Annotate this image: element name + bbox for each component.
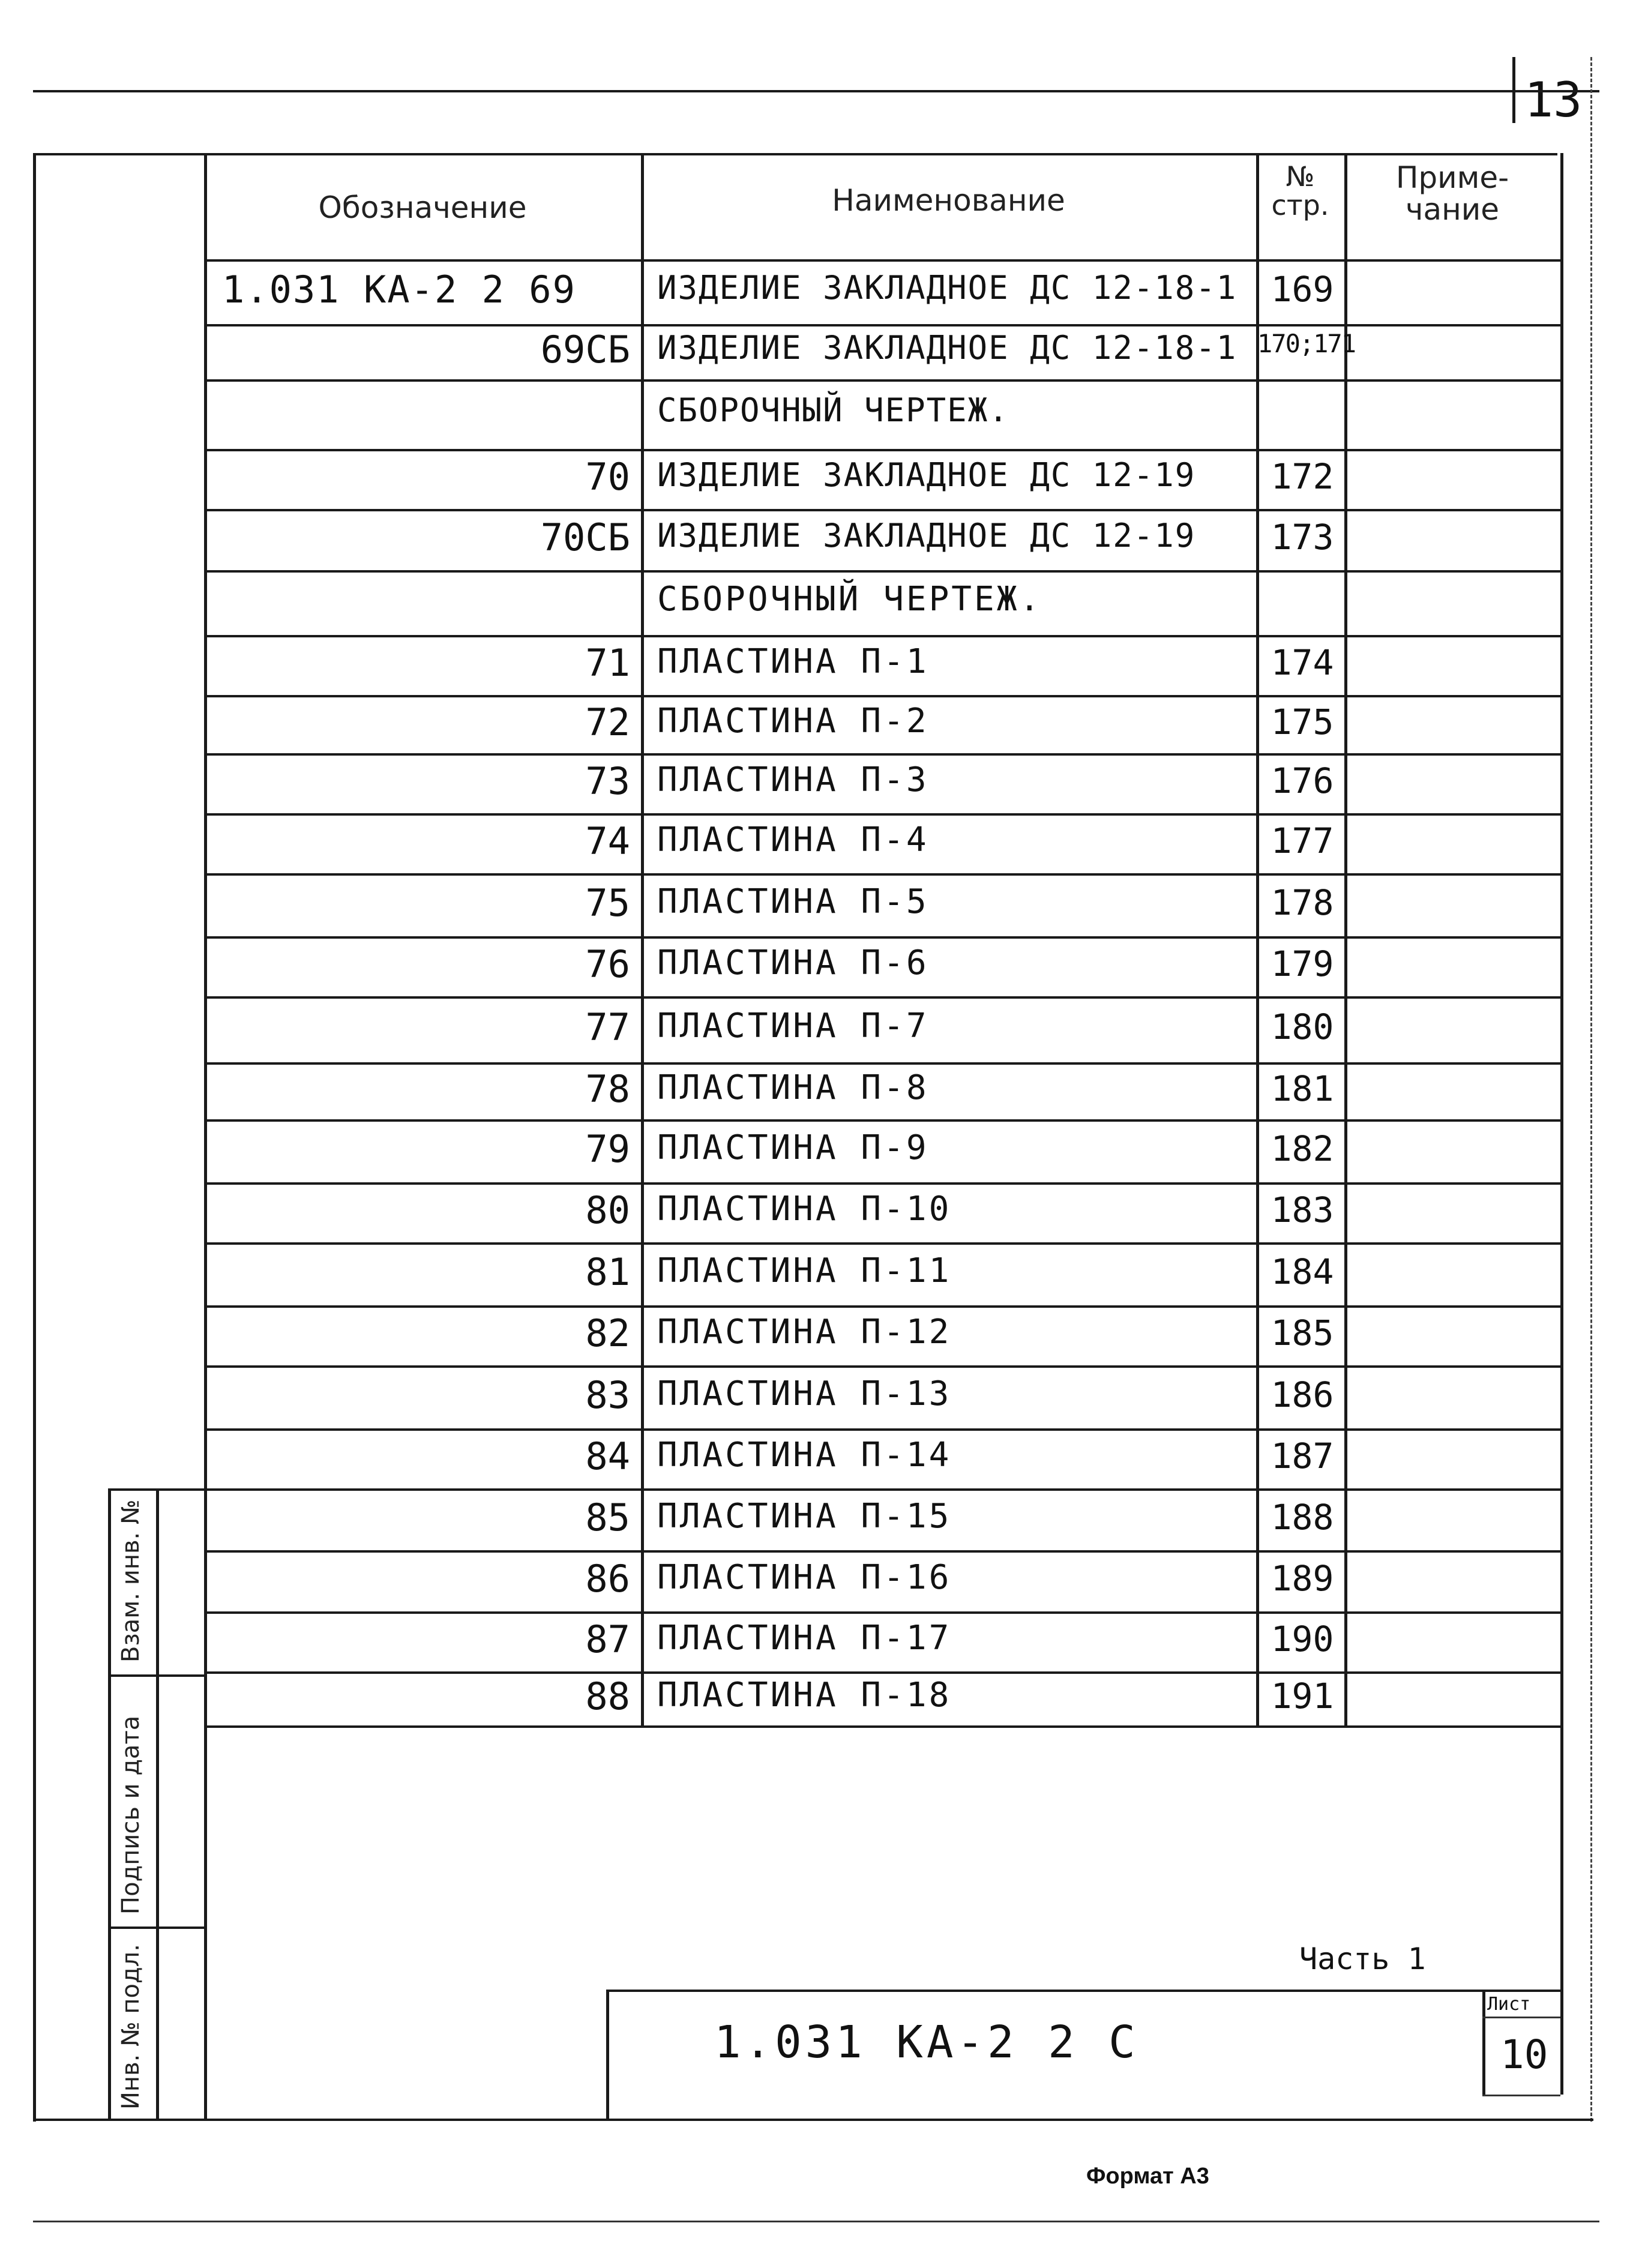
column-header-designation: Обозначение bbox=[318, 190, 527, 225]
row-page: 178 bbox=[1271, 882, 1334, 923]
row-name: ПЛАСТИНА П-11 bbox=[657, 1251, 952, 1290]
table-row bbox=[204, 324, 1560, 379]
table-row bbox=[204, 379, 1560, 449]
column-header-page: № стр. bbox=[1271, 160, 1329, 222]
row-divider bbox=[204, 1119, 1560, 1122]
row-divider bbox=[204, 813, 1560, 816]
table-row bbox=[204, 1119, 1560, 1182]
row-divider bbox=[204, 873, 1560, 876]
column-header-note: Приме- чание bbox=[1395, 160, 1509, 227]
row-divider bbox=[204, 996, 1560, 999]
row-page: 189 bbox=[1271, 1558, 1334, 1599]
row-designation: 79 bbox=[585, 1126, 630, 1171]
row-page: 188 bbox=[1271, 1496, 1334, 1538]
table-row bbox=[204, 570, 1560, 635]
table-row bbox=[204, 1488, 1560, 1550]
row-designation: 82 bbox=[585, 1311, 630, 1355]
row-page: 172 bbox=[1271, 456, 1334, 497]
side-label-inv-replacement: Взам. инв. № bbox=[117, 1499, 145, 1662]
row-name: ПЛАСТИНА П-7 bbox=[657, 1006, 929, 1045]
row-designation: 81 bbox=[585, 1250, 630, 1294]
row-divider bbox=[204, 570, 1560, 573]
row-name: ПЛАСТИНА П-10 bbox=[657, 1190, 952, 1229]
row-divider bbox=[204, 379, 1560, 382]
row-designation: 87 bbox=[585, 1617, 630, 1661]
row-divider bbox=[204, 1182, 1560, 1185]
row-name: ПЛАСТИНА П-3 bbox=[657, 760, 929, 799]
row-name: СБОРОЧНЫЙ ЧЕРТЕЖ. bbox=[657, 391, 1009, 429]
row-page: 180 bbox=[1271, 1006, 1334, 1047]
row-divider bbox=[204, 1488, 1560, 1491]
row-divider bbox=[204, 1365, 1560, 1368]
row-name: ПЛАСТИНА П-15 bbox=[657, 1496, 952, 1536]
row-name: ПЛАСТИНА П-9 bbox=[657, 1128, 929, 1167]
sheet-number: 13 bbox=[1524, 72, 1583, 128]
row-name: ПЛАСТИНА П-2 bbox=[657, 701, 929, 741]
row-page: 173 bbox=[1271, 517, 1334, 558]
row-designation: 76 bbox=[585, 942, 630, 986]
part-label: Часть 1 bbox=[1299, 1942, 1426, 1976]
table-row bbox=[204, 753, 1560, 813]
row-divider bbox=[204, 1242, 1560, 1245]
row-page: 170;171 bbox=[1257, 329, 1356, 358]
row-designation: 80 bbox=[585, 1188, 630, 1232]
row-page: 181 bbox=[1271, 1068, 1334, 1109]
table-row bbox=[204, 259, 1560, 324]
row-name: ИЗДЕЛИЕ ЗАКЛАДНОЕ ДС 12-19 bbox=[657, 517, 1196, 555]
row-designation: 83 bbox=[585, 1373, 630, 1417]
row-name: СБОРОЧНЫЙ ЧЕРТЕЖ. bbox=[657, 580, 1042, 619]
row-page: 184 bbox=[1271, 1251, 1334, 1292]
table-row bbox=[204, 1611, 1560, 1671]
row-designation: 70СБ bbox=[540, 516, 630, 559]
row-divider bbox=[204, 936, 1560, 939]
row-designation: 78 bbox=[585, 1066, 630, 1111]
table-row bbox=[204, 873, 1560, 936]
row-divider bbox=[204, 1550, 1560, 1553]
row-designation: 73 bbox=[585, 759, 630, 803]
row-name: ПЛАСТИНА П-18 bbox=[657, 1676, 952, 1715]
row-designation: 84 bbox=[585, 1434, 630, 1478]
row-name: ПЛАСТИНА П-13 bbox=[657, 1374, 952, 1413]
row-name: ИЗДЕЛИЕ ЗАКЛАДНОЕ ДС 12-19 bbox=[657, 456, 1196, 494]
title-block-sheet-value: 10 bbox=[1500, 2032, 1548, 2078]
row-designation: 1.031 КА-2 2 69 bbox=[222, 268, 576, 311]
table-row bbox=[204, 1305, 1560, 1365]
row-name: ИЗДЕЛИЕ ЗАКЛАДНОЕ ДС 12-18-1 bbox=[657, 269, 1238, 307]
row-designation: 74 bbox=[585, 819, 630, 863]
row-page: 169 bbox=[1271, 269, 1334, 310]
row-name: ПЛАСТИНА П-6 bbox=[657, 943, 929, 982]
row-divider bbox=[204, 695, 1560, 697]
row-name: ПЛАСТИНА П-5 bbox=[657, 882, 929, 921]
row-page: 187 bbox=[1271, 1436, 1334, 1476]
table-row bbox=[204, 1365, 1560, 1428]
row-page: 174 bbox=[1271, 642, 1334, 683]
row-divider bbox=[204, 1428, 1560, 1431]
row-designation: 72 bbox=[585, 700, 630, 744]
row-name: ИЗДЕЛИЕ ЗАКЛАДНОЕ ДС 12-18-1 bbox=[657, 329, 1238, 367]
row-divider bbox=[204, 1671, 1560, 1674]
row-name: ПЛАСТИНА П-4 bbox=[657, 820, 929, 859]
row-page: 176 bbox=[1271, 760, 1334, 801]
row-divider bbox=[204, 635, 1560, 637]
table-row bbox=[204, 1671, 1560, 1725]
row-designation: 88 bbox=[585, 1674, 630, 1718]
row-divider bbox=[204, 1305, 1560, 1308]
row-designation: 70 bbox=[585, 455, 630, 499]
table-row bbox=[204, 509, 1560, 570]
row-name: ПЛАСТИНА П-8 bbox=[657, 1068, 929, 1107]
row-designation: 75 bbox=[585, 880, 630, 925]
row-name: ПЛАСТИНА П-14 bbox=[657, 1436, 952, 1475]
row-designation: 71 bbox=[585, 641, 630, 685]
row-divider bbox=[204, 1062, 1560, 1065]
table-row bbox=[204, 1428, 1560, 1488]
row-page: 190 bbox=[1271, 1619, 1334, 1659]
row-divider bbox=[204, 753, 1560, 756]
row-divider bbox=[204, 324, 1560, 326]
row-designation: 69СБ bbox=[540, 328, 630, 371]
row-name: ПЛАСТИНА П-1 bbox=[657, 642, 929, 681]
row-page: 186 bbox=[1271, 1374, 1334, 1415]
row-page: 177 bbox=[1271, 820, 1334, 861]
row-divider bbox=[204, 1611, 1560, 1614]
table-row bbox=[204, 1242, 1560, 1305]
row-name: ПЛАСТИНА П-12 bbox=[657, 1313, 952, 1352]
row-page: 179 bbox=[1271, 943, 1334, 984]
table-row bbox=[204, 1062, 1560, 1119]
row-page: 175 bbox=[1271, 701, 1334, 742]
table-row bbox=[204, 635, 1560, 695]
title-block-designation: 1.031 КА-2 2 С bbox=[714, 2017, 1139, 2068]
table-row bbox=[204, 1182, 1560, 1242]
row-designation: 77 bbox=[585, 1005, 630, 1049]
table-row bbox=[204, 449, 1560, 509]
format-label: Формат А3 bbox=[1086, 2164, 1209, 2189]
row-name: ПЛАСТИНА П-16 bbox=[657, 1558, 952, 1597]
row-page: 191 bbox=[1271, 1676, 1334, 1716]
table-row bbox=[204, 813, 1560, 873]
side-label-signature: Подпись и дата bbox=[117, 1715, 145, 1915]
row-name: ПЛАСТИНА П-17 bbox=[657, 1619, 952, 1658]
table-row bbox=[204, 996, 1560, 1062]
row-designation: 85 bbox=[585, 1495, 630, 1539]
row-page: 183 bbox=[1271, 1190, 1334, 1230]
row-divider bbox=[204, 449, 1560, 451]
table-row bbox=[204, 1550, 1560, 1611]
column-header-name: Наименование bbox=[832, 183, 1065, 218]
row-page: 182 bbox=[1271, 1128, 1334, 1169]
title-block-sheet-label: Лист bbox=[1487, 1994, 1531, 2015]
row-page: 185 bbox=[1271, 1313, 1334, 1353]
row-designation: 86 bbox=[585, 1557, 630, 1601]
side-label-inv-original: Инв. № подл. bbox=[117, 1944, 145, 2110]
row-divider bbox=[204, 509, 1560, 511]
table-row bbox=[204, 936, 1560, 996]
table-row bbox=[204, 695, 1560, 753]
